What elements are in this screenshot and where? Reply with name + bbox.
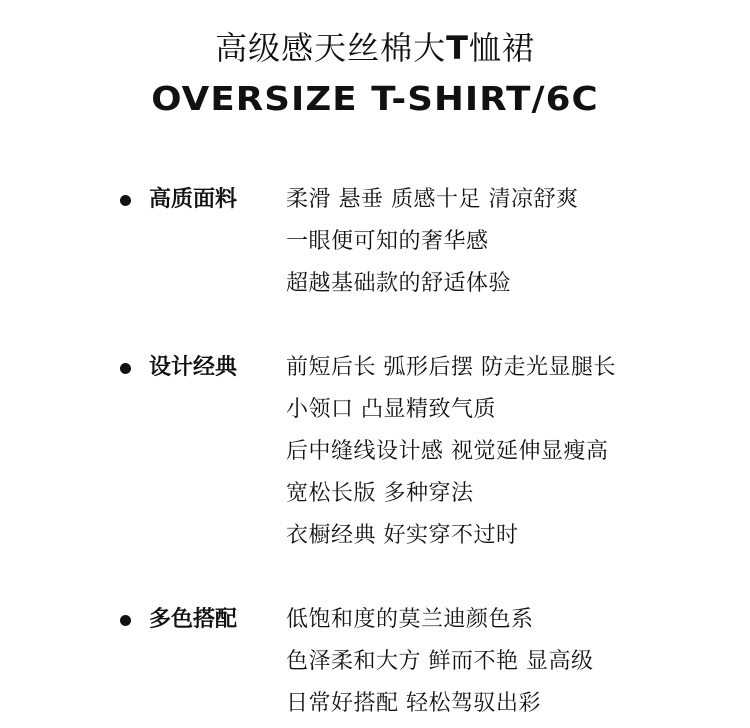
- section-lines: [286, 602, 726, 728]
- chinese-title-bold: T: [446, 29, 469, 67]
- section-title: 高质面料: [149, 187, 238, 212]
- english-title: OVERSIZE T-SHIRT/6C: [151, 79, 599, 118]
- section-lines: [286, 182, 726, 308]
- chinese-title-suffix: 恤裙: [468, 29, 535, 67]
- feature-line: 柔滑 悬垂 质感十足 清凉舒爽: [286, 187, 579, 212]
- feature-line: 日常好搭配 轻松驾驭出彩: [286, 691, 541, 716]
- feature-line: 色泽柔和大方 鲜而不艳 显高级: [286, 649, 594, 674]
- feature-line: 小领口 凸显精致气质: [286, 397, 496, 422]
- feature-line: 后中缝线设计感 视觉延伸显瘦高: [286, 439, 609, 464]
- section-title: 设计经典: [149, 355, 238, 380]
- section-title: 多色搭配: [149, 607, 238, 632]
- feature-line: 衣橱经典 好实穿不过时: [286, 523, 519, 548]
- bullet-icon: [120, 615, 131, 626]
- feature-line: 一眼便可知的奢华感: [286, 229, 489, 254]
- bullet-icon: [120, 195, 131, 206]
- chinese-title-prefix: 高级感天丝棉大: [215, 29, 447, 67]
- feature-line: 超越基础款的舒适体验: [286, 271, 512, 296]
- feature-line: 前短后长 弧形后摆 防走光显腿长: [286, 355, 616, 380]
- chinese-title: [0, 26, 750, 70]
- feature-line: 宽松长版 多种穿法: [286, 481, 474, 506]
- feature-line: 低饱和度的莫兰迪颜色系: [286, 607, 534, 632]
- bullet-icon: [120, 363, 131, 374]
- section-lines: [286, 350, 726, 560]
